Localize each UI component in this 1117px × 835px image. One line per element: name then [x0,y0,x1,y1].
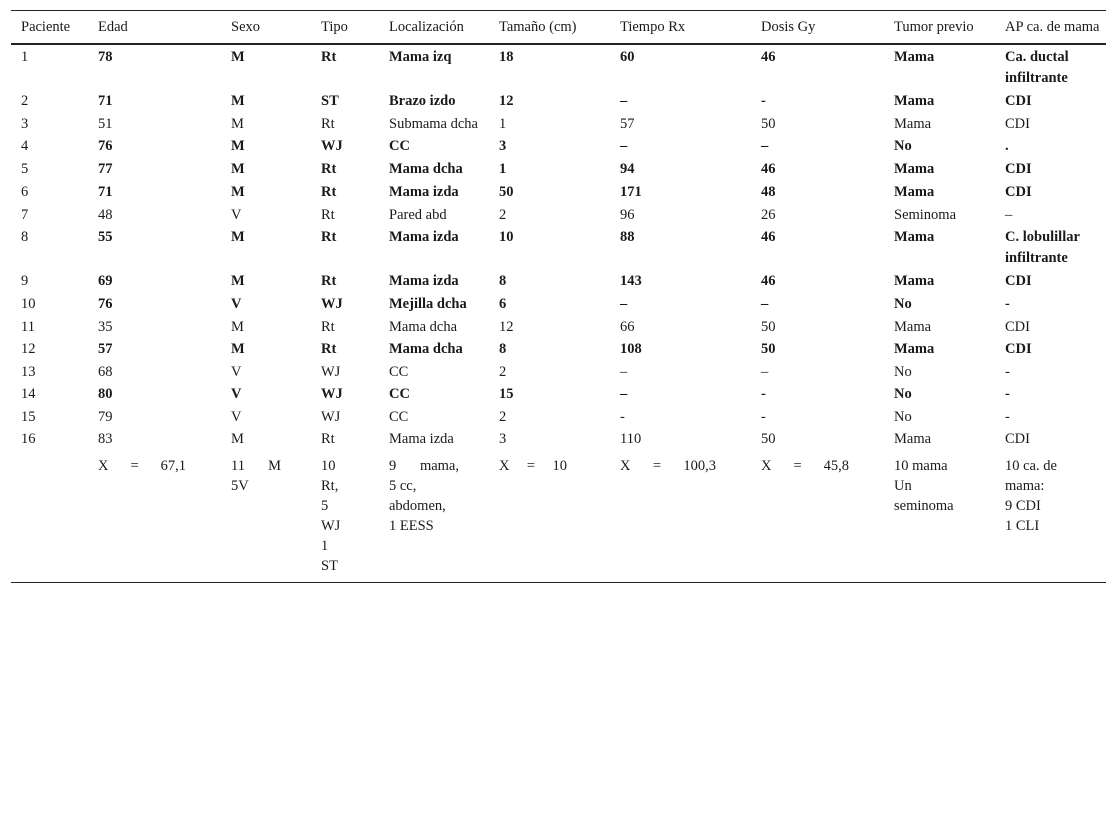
cell-paciente: 13 [21,364,36,380]
cell-paciente: 11 [21,319,35,335]
summary-tamano-equals: = [526,458,536,474]
cell-localizacion: Mama dcha [389,161,463,177]
cell-tumor: Mama [894,229,935,245]
cell-localizacion: Mama izda [389,229,459,245]
cell-tiempo: 108 [620,341,642,357]
summary-edad-equals: = [130,458,139,474]
cell-dosis: - [761,409,766,425]
cell-tumor: Mama [894,319,932,335]
table-row [11,113,1106,135]
cell-sexo: M [231,431,244,447]
cell-tiempo: 110 [620,431,642,447]
cell-sexo: M [231,161,245,177]
cell-localizacion: Mejilla dcha [389,296,467,312]
column-header-edad: Edad [88,11,221,45]
cell-dosis: – [761,296,769,312]
cell-tiempo: 66 [620,319,635,335]
cell-dosis: 48 [761,184,776,200]
summary-tipo-cell [311,450,379,583]
cell-sexo: M [231,319,244,335]
cell-tipo: ST [321,93,339,109]
summary-sexo-count-v: 5V [231,478,249,494]
cell-ap: CDI [1005,116,1030,132]
cell-paciente: 10 [21,296,36,312]
cell-tumor: Mama [894,161,935,177]
cell-paciente: 2 [21,93,29,109]
cell-tipo: WJ [321,138,343,154]
summary-localizacion-count: 9 [389,458,397,474]
cell-localizacion: CC [389,386,410,402]
cell-dosis: 46 [761,273,776,289]
cell-tiempo: – [620,296,628,312]
summary-ap-cell [995,450,1106,583]
cell-tamano: 3 [499,431,507,447]
cell-tumor: Mama [894,273,935,289]
cell-paciente: 14 [21,386,36,402]
cell-ap: CDI [1005,273,1032,289]
cell-ap: - [1005,364,1010,380]
cell-dosis: 26 [761,207,776,223]
table-row [11,270,1106,293]
cell-tamano: 10 [499,229,514,245]
cell-localizacion: CC [389,364,409,380]
summary-sexo-label-m: M [268,458,281,474]
summary-tumor-line: 10 mama [894,458,948,474]
cell-sexo: M [231,49,245,65]
summary-tamano-value: 10 [552,458,567,474]
cell-edad: 35 [98,319,113,335]
cell-tumor: No [894,386,912,402]
cell-tamano: 2 [499,364,507,380]
summary-tiempo-equals: = [652,458,662,474]
summary-edad-value: 67,1 [160,458,186,474]
cell-ap: . [1005,138,1009,154]
cell-tumor: No [894,364,912,380]
cell-tumor: Seminoma [894,207,957,223]
summary-sexo-cell [221,450,311,583]
cell-localizacion: Pared abd [389,207,447,223]
column-header-paciente: Paciente [11,11,88,45]
cell-ap: Ca. ductal infiltrante [1005,49,1069,86]
cell-tipo: WJ [321,386,343,402]
cell-tamano: 18 [499,49,514,65]
summary-tipo-line: Rt, [321,478,339,494]
table-row [11,226,1106,270]
cell-dosis: 46 [761,161,776,177]
cell-ap: CDI [1005,161,1032,177]
summary-tamano-cell [489,450,610,583]
patients-table [11,10,1106,583]
table-row [11,204,1106,226]
column-header-localizacion: Localización [379,11,489,45]
cell-tumor: Mama [894,431,932,447]
table-row [11,316,1106,338]
cell-localizacion: Mama izda [389,273,459,289]
cell-edad: 80 [98,386,113,402]
summary-tiempo-symbol: X [620,458,631,474]
cell-ap: C. lobulillar infiltrante [1005,229,1080,266]
cell-tiempo: 60 [620,49,635,65]
cell-tamano: 6 [499,296,507,312]
cell-sexo: M [231,93,245,109]
cell-localizacion: CC [389,409,409,425]
cell-tumor: No [894,138,912,154]
cell-tamano: 3 [499,138,507,154]
cell-tamano: 2 [499,207,507,223]
summary-dosis-cell [751,450,884,583]
column-header-ap: AP ca. de mama [995,11,1106,45]
summary-localizacion-label: mama, [419,458,459,474]
column-header-dosis: Dosis Gy [751,11,884,45]
cell-tiempo: – [620,138,628,154]
table-row [11,361,1106,383]
cell-dosis: 50 [761,116,776,132]
cell-tumor: Mama [894,116,932,132]
summary-row [11,450,1106,583]
cell-ap: – [1005,207,1013,223]
patients-table-container [11,10,1106,583]
cell-ap: CDI [1005,319,1030,335]
cell-paciente: 7 [21,207,29,223]
cell-tiempo: – [620,93,628,109]
cell-tamano: 15 [499,386,514,402]
cell-tipo: Rt [321,273,337,289]
summary-paciente-cell [11,450,88,583]
cell-paciente: 6 [21,184,29,200]
column-header-tamano: Tamaño (cm) [489,11,610,45]
summary-tiempo-value: 100,3 [683,458,716,474]
cell-tiempo: – [620,364,628,380]
cell-dosis: - [761,386,766,402]
cell-sexo: V [231,409,242,425]
cell-tipo: Rt [321,49,337,65]
column-header-tipo: Tipo [311,11,379,45]
cell-tumor: Mama [894,93,935,109]
summary-tumor-line: seminoma [894,498,954,514]
cell-sexo: M [231,229,245,245]
cell-ap: CDI [1005,341,1032,357]
cell-dosis: 46 [761,49,776,65]
summary-tumor-cell [884,450,995,583]
cell-tumor: Mama [894,184,935,200]
cell-localizacion: Submama dcha [389,116,478,132]
cell-ap: CDI [1005,93,1032,109]
cell-tumor: Mama [894,49,935,65]
summary-ap-line: mama: [1005,478,1045,494]
cell-paciente: 4 [21,138,29,154]
cell-sexo: V [231,207,242,223]
cell-sexo: M [231,341,245,357]
table-row [11,135,1106,158]
cell-edad: 76 [98,296,113,312]
cell-tiempo: 94 [620,161,635,177]
cell-tipo: Rt [321,319,335,335]
cell-dosis: – [761,138,769,154]
table-row [11,181,1106,204]
cell-paciente: 15 [21,409,36,425]
cell-dosis: 46 [761,229,776,245]
summary-ap-line: 10 ca. de [1005,458,1057,474]
cell-ap: - [1005,386,1010,402]
cell-tamano: 8 [499,273,507,289]
summary-sexo-count-m: 11 [231,458,245,474]
cell-sexo: V [231,364,242,380]
cell-edad: 76 [98,138,113,154]
cell-tamano: 2 [499,409,507,425]
cell-tipo: Rt [321,229,337,245]
summary-dosis-equals: = [793,458,802,474]
column-header-tiempo: Tiempo Rx [610,11,751,45]
cell-tamano: 12 [499,93,514,109]
cell-dosis: 50 [761,319,776,335]
cell-edad: 78 [98,49,113,65]
cell-dosis: 50 [761,341,776,357]
cell-dosis: - [761,93,766,109]
summary-localizacion-line: 1 EESS [389,518,434,534]
cell-localizacion: CC [389,138,410,154]
cell-tumor: Mama [894,341,935,357]
summary-localizacion-cell [379,450,489,583]
cell-paciente: 12 [21,341,36,357]
cell-edad: 71 [98,93,113,109]
summary-edad-symbol: X [98,458,109,474]
cell-ap: CDI [1005,431,1030,447]
cell-tipo: Rt [321,184,337,200]
cell-tiempo: 57 [620,116,635,132]
cell-tamano: 50 [499,184,514,200]
cell-edad: 68 [98,364,113,380]
cell-tipo: Rt [321,161,337,177]
cell-sexo: M [231,184,245,200]
cell-ap: CDI [1005,184,1032,200]
cell-localizacion: Mama izda [389,184,459,200]
cell-edad: 79 [98,409,113,425]
column-header-sexo: Sexo [221,11,311,45]
cell-sexo: M [231,116,244,132]
cell-tamano: 1 [499,116,507,132]
cell-tipo: WJ [321,409,341,425]
column-header-tumor: Tumor previo [884,11,995,45]
table-row [11,158,1106,181]
cell-tipo: Rt [321,341,337,357]
cell-paciente: 5 [21,161,29,177]
cell-localizacion: Mama dcha [389,341,463,357]
cell-dosis: 50 [761,431,776,447]
table-row [11,293,1106,316]
cell-edad: 55 [98,229,113,245]
cell-paciente: 1 [21,49,29,65]
cell-localizacion: Mama izq [389,49,452,65]
cell-tipo: WJ [321,296,343,312]
cell-paciente: 9 [21,273,29,289]
cell-tiempo: - [620,409,625,425]
table-row [11,44,1106,90]
cell-sexo: V [231,386,242,402]
cell-tamano: 12 [499,319,514,335]
summary-tiempo-cell [610,450,751,583]
cell-localizacion: Mama izda [389,431,454,447]
table-row [11,338,1106,361]
cell-edad: 71 [98,184,113,200]
summary-edad-cell [88,450,221,583]
summary-tipo-line: 1 [321,538,329,554]
summary-dosis-value: 45,8 [823,458,849,474]
summary-tamano-symbol: X [499,458,510,474]
cell-edad: 57 [98,341,113,357]
table-row [11,406,1106,428]
cell-edad: 77 [98,161,113,177]
table-row [11,383,1106,406]
cell-edad: 51 [98,116,113,132]
cell-tamano: 8 [499,341,507,357]
summary-tumor-line: Un [894,478,912,494]
cell-sexo: V [231,296,242,312]
cell-dosis: – [761,364,769,380]
summary-ap-line: 1 CLI [1005,518,1040,534]
cell-localizacion: Brazo izdo [389,93,456,109]
cell-tiempo: 88 [620,229,635,245]
cell-tipo: WJ [321,364,341,380]
summary-tipo-line: ST [321,558,338,574]
cell-tiempo: 143 [620,273,642,289]
cell-edad: 69 [98,273,113,289]
cell-tipo: Rt [321,116,335,132]
cell-localizacion: Mama dcha [389,319,458,335]
cell-sexo: M [231,273,245,289]
cell-edad: 83 [98,431,113,447]
summary-tipo-line: 10 [321,458,336,474]
cell-tumor: No [894,409,912,425]
table-row [11,90,1106,113]
summary-dosis-symbol: X [761,458,772,474]
cell-paciente: 8 [21,229,29,245]
table-row [11,428,1106,450]
table-body [11,44,1106,583]
cell-ap: - [1005,296,1010,312]
cell-tumor: No [894,296,912,312]
table-header [11,11,1106,45]
cell-tipo: Rt [321,207,335,223]
cell-ap: - [1005,409,1010,425]
cell-tiempo: 96 [620,207,635,223]
cell-tiempo: – [620,386,628,402]
cell-tamano: 1 [499,161,507,177]
summary-tipo-line: 5 [321,498,329,514]
cell-edad: 48 [98,207,113,223]
cell-paciente: 16 [21,431,36,447]
summary-ap-line: 9 CDI [1005,498,1041,514]
cell-paciente: 3 [21,116,29,132]
summary-tipo-line: WJ [321,518,341,534]
header-row [11,11,1106,45]
summary-localizacion-line: 5 cc, [389,478,417,494]
cell-sexo: M [231,138,245,154]
cell-tiempo: 171 [620,184,642,200]
summary-localizacion-line: abdomen, [389,498,446,514]
cell-tipo: Rt [321,431,335,447]
